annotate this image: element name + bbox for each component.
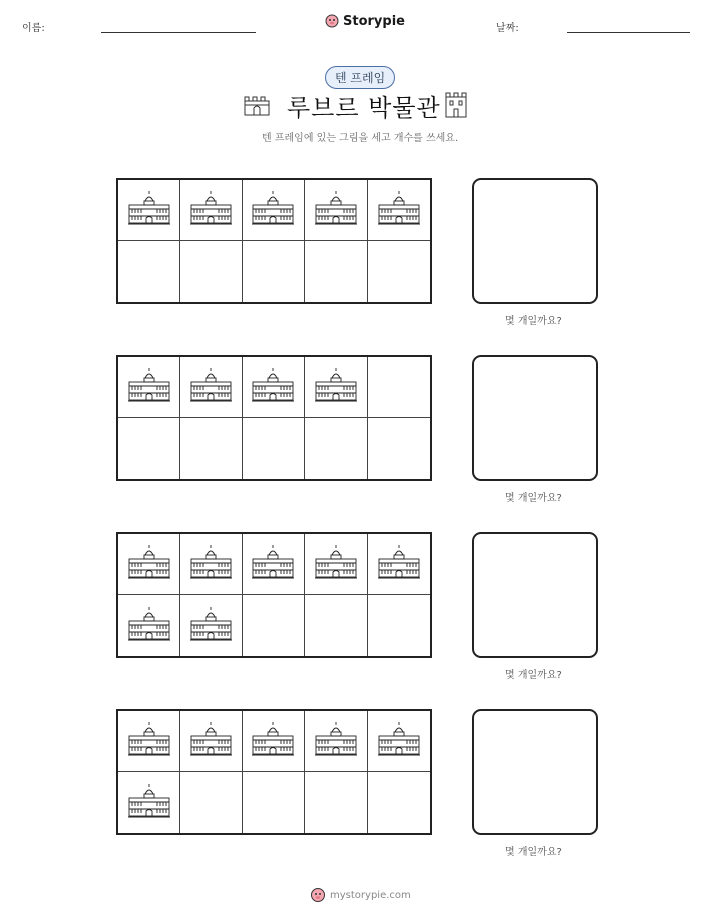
museum-building-icon (314, 366, 358, 408)
ten-frame-cell (243, 357, 305, 418)
museum-building-icon (314, 720, 358, 762)
ten-frame-cell (118, 241, 180, 302)
ten-frame-cell (180, 180, 242, 241)
footer-url: mystorypie.com (330, 889, 411, 901)
ten-frame-cell (305, 241, 367, 302)
name-label: 이름: (22, 23, 45, 34)
museum-building-icon (189, 720, 233, 762)
answer-box[interactable] (472, 178, 598, 304)
ten-frame-cell (368, 772, 430, 833)
ten-frame-cell (180, 711, 242, 772)
page-title: 루브르 박물관 (287, 94, 441, 122)
ten-frame-cell (368, 357, 430, 418)
ten-frame-cell (243, 534, 305, 595)
ten-frame-cell (180, 357, 242, 418)
museum-building-icon (251, 189, 295, 231)
museum-building-icon (251, 366, 295, 408)
ten-frame-cell (180, 595, 242, 656)
ten-frame-cell (305, 772, 367, 833)
ten-frame-cell (118, 180, 180, 241)
answer-box[interactable] (472, 532, 598, 658)
museum-building-icon (377, 189, 421, 231)
date-line[interactable] (567, 32, 690, 33)
ten-frame-cell (305, 711, 367, 772)
ten-frame-cell (368, 711, 430, 772)
ten-frame-cell (243, 241, 305, 302)
ten-frame-cell (243, 180, 305, 241)
count-question: 몇 개일까요? (505, 670, 562, 681)
count-question: 몇 개일까요? (505, 493, 562, 504)
museum-building-icon (189, 605, 233, 647)
ten-frame-cell (243, 772, 305, 833)
ten-frame-cell (118, 772, 180, 833)
brand-logo (325, 13, 405, 29)
ten-frame-cell (180, 772, 242, 833)
museum-building-icon (251, 543, 295, 585)
museum-building-icon (127, 366, 171, 408)
date-label: 날짜: (496, 23, 519, 34)
museum-building-icon (377, 720, 421, 762)
ten-frame-3 (116, 532, 432, 658)
instruction-text: 텐 프레임에 있는 그림을 세고 개수를 쓰세요. (262, 133, 459, 144)
ten-frame-cell (118, 711, 180, 772)
ten-frame-cell (368, 241, 430, 302)
ten-frame-cell (118, 595, 180, 656)
ten-frame-cell (180, 241, 242, 302)
ten-frame-cell (305, 595, 367, 656)
pig-mascot-icon (310, 887, 326, 903)
ten-frame-cell (243, 595, 305, 656)
ten-frame-cell (118, 357, 180, 418)
pig-mascot-icon (325, 13, 339, 29)
answer-box[interactable] (472, 355, 598, 481)
brand-name: Storypie (343, 13, 405, 29)
museum-building-icon (127, 720, 171, 762)
castle-icon (242, 93, 272, 117)
museum-building-icon (189, 189, 233, 231)
ten-frame-cell (368, 180, 430, 241)
ten-frame-4 (116, 709, 432, 835)
footer (310, 887, 411, 903)
count-question: 몇 개일까요? (505, 316, 562, 327)
ten-frame-badge: 텐 프레임 (325, 66, 395, 89)
museum-building-icon (127, 605, 171, 647)
museum-building-icon (314, 543, 358, 585)
answer-box[interactable] (472, 709, 598, 835)
name-line[interactable] (101, 32, 256, 33)
museum-building-icon (189, 543, 233, 585)
ten-frame-cell (305, 357, 367, 418)
ten-frame-cell (368, 595, 430, 656)
ten-frame-2 (116, 355, 432, 481)
ten-frame-cell (243, 418, 305, 479)
ten-frame-cell (180, 418, 242, 479)
museum-building-icon (377, 543, 421, 585)
museum-building-icon (127, 543, 171, 585)
ten-frame-cell (368, 418, 430, 479)
museum-building-icon (189, 366, 233, 408)
ten-frame-cell (243, 711, 305, 772)
count-question: 몇 개일까요? (505, 847, 562, 858)
museum-building-icon (127, 189, 171, 231)
ten-frame-cell (118, 418, 180, 479)
ten-frame-cell (368, 534, 430, 595)
museum-building-icon (251, 720, 295, 762)
ten-frame-cell (305, 180, 367, 241)
ten-frame-cell (180, 534, 242, 595)
ten-frame-cell (118, 534, 180, 595)
tower-icon (441, 91, 471, 119)
ten-frame-1 (116, 178, 432, 304)
museum-building-icon (127, 782, 171, 824)
ten-frame-cell (305, 534, 367, 595)
ten-frame-cell (305, 418, 367, 479)
museum-building-icon (314, 189, 358, 231)
